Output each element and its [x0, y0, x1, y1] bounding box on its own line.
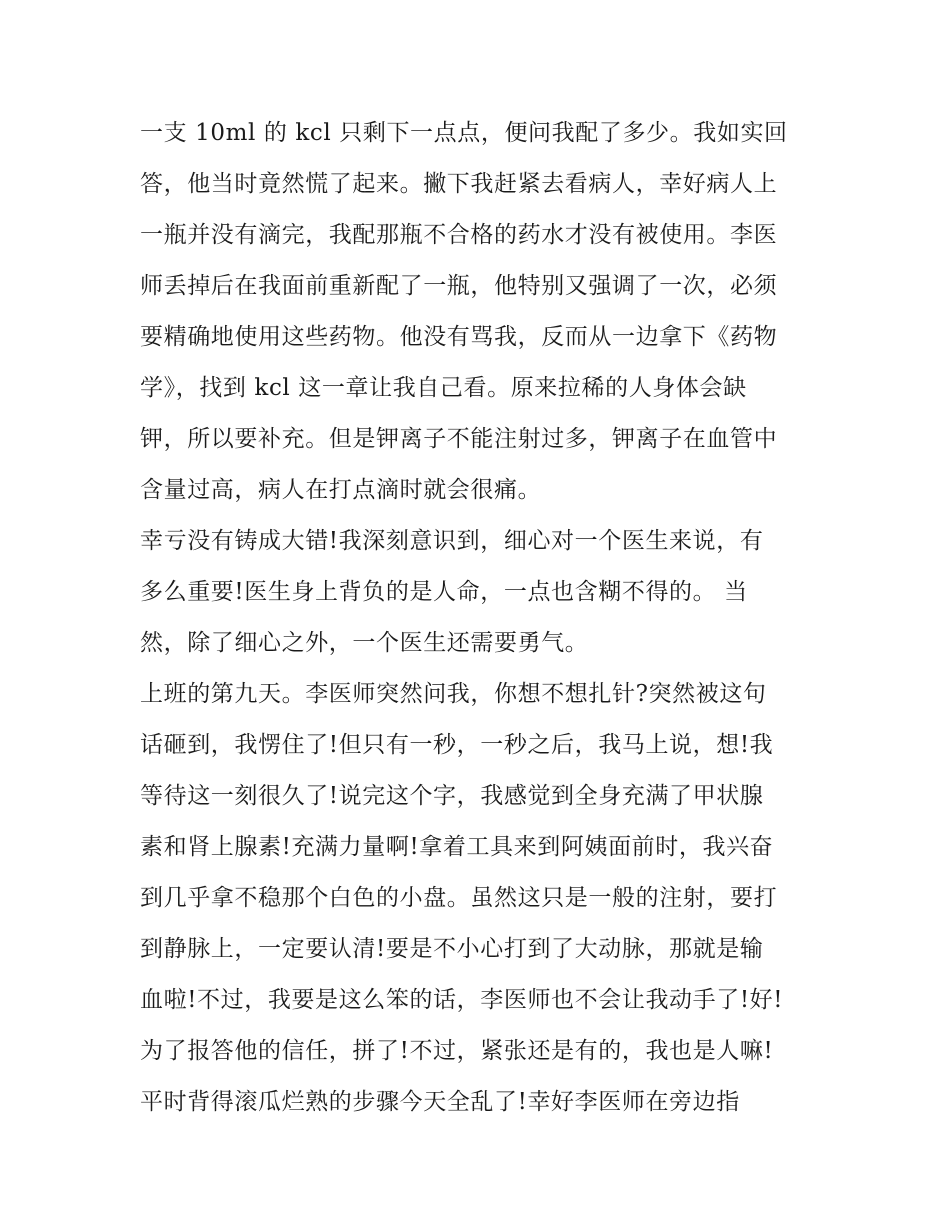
text-line: 钾，所以要补充。但是钾离子不能注射过多，钾离子在血管中 [140, 426, 778, 452]
text-line: 师丢掉后在我面前重新配了一瓶，他特别又强调了一次，必须 [140, 273, 778, 299]
text-line: 多么重要!医生身上背负的是人命，一点也含糊不得的。 当 [140, 579, 748, 605]
text-line: 一支 10ml 的 kcl 只剩下一点点，便问我配了多少。我如实回 [140, 120, 788, 146]
text-line: 话砸到，我愣住了!但只有一秒，一秒之后，我马上说，想!我 [140, 732, 774, 758]
text-line: 为了报答他的信任，拼了!不过，紧张还是有的，我也是人嘛! [140, 1038, 774, 1064]
text-line: 然，除了细心之外，一个医生还需要勇气。 [140, 630, 589, 656]
text-line: 要精确地使用这些药物。他没有骂我，反而从一边拿下《药物 [140, 324, 778, 350]
text-line: 一瓶并没有滴完，我配那瓶不合格的药水才没有被使用。李医 [140, 222, 778, 248]
text-line: 学》，找到 kcl 这一章让我自己看。原来拉稀的人身体会缺 [140, 375, 747, 401]
body-text [140, 108, 830, 1128]
text-line: 上班的第九天。李医师突然问我，你想不想扎针?突然被这句 [140, 681, 767, 707]
text-line: 答，他当时竟然慌了起来。撇下我赶紧去看病人，幸好病人上 [140, 171, 778, 197]
text-line: 平时背得滚瓜烂熟的步骤今天全乱了!幸好李医师在旁边指 [140, 1089, 740, 1115]
text-line: 含量过高，病人在打点滴时就会很痛。 [140, 477, 542, 503]
text-line: 等待这一刻很久了!说完这个字，我感觉到全身充满了甲状腺 [140, 783, 764, 809]
text-line: 幸亏没有铸成大错!我深刻意识到，细心对一个医生来说，有 [140, 528, 764, 554]
text-line: 血啦!不过，我要是这么笨的话，李医师也不会让我动手了!好! [140, 987, 784, 1013]
text-line: 到静脉上，一定要认清!要是不小心打到了大动脉，那就是输 [140, 936, 764, 962]
text-line: 到几乎拿不稳那个白色的小盘。虽然这只是一般的注射，要打 [140, 885, 778, 911]
text-line: 素和肾上腺素!充满力量啊!拿着工具来到阿姨面前时，我兴奋 [140, 834, 774, 860]
